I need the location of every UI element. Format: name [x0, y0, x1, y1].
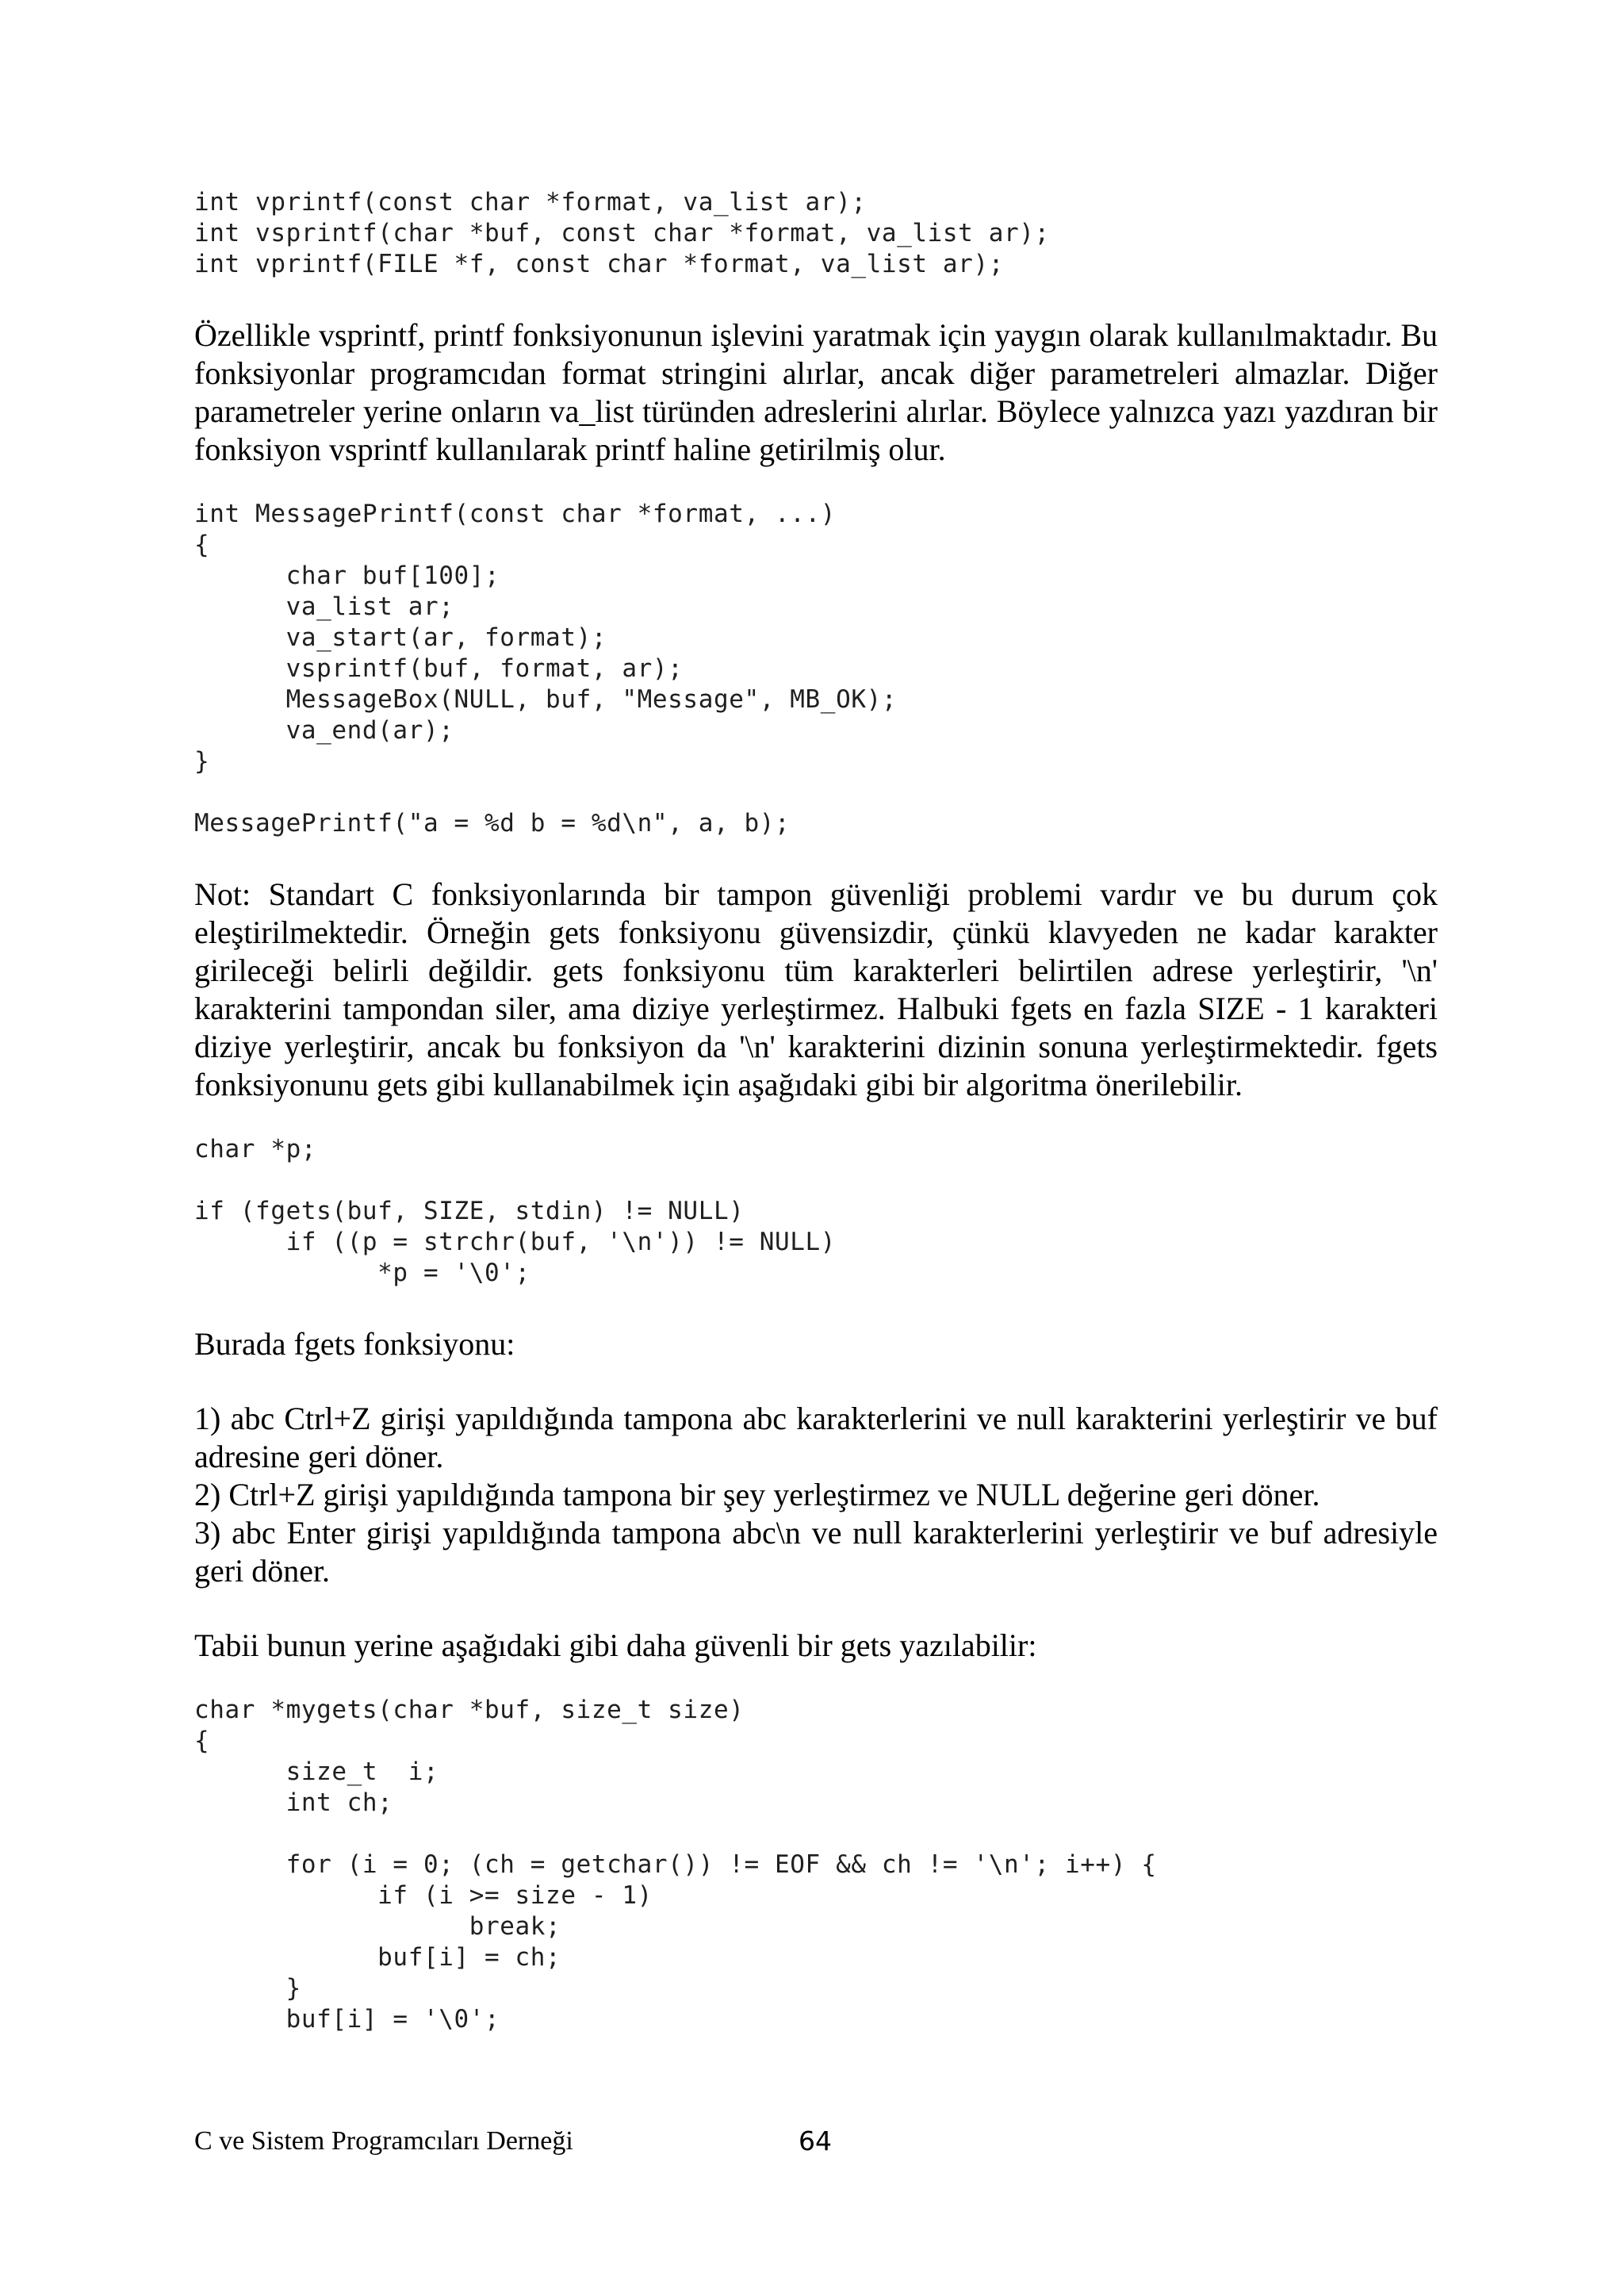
code-block-vprintf-prototypes: int vprintf(const char *format, va_list ar); int vsprintf(char *buf, const char *format, va_list ar); int vprintf(FILE *f, const char *format, va_list ar); — [194, 188, 1050, 278]
paragraph-gets-safety-note: Not: Standart C fonksiyonlarında bir tampon güvenliği problemi vardır ve bu durum çok eleştirilmektedir. Örneğin gets fonksiyonu güvensizdir, çünkü klavyeden ne kadar karakter girileceği belirli değildir. gets fonksiyonu tüm karakterleri belirtilen adrese yerleştirir, '\n' karakterini tampondan siler, ama diziye yerleştirmez. Halbuki fgets en fazla SIZE - 1 karakteri diziye yerleştirir, ancak bu fonksiyon da '\n' karakterini dizinin sonuna yerleştirmektedir. fgets fonksiyonunu gets gibi kullanabilmek için aşağıdaki gibi bir algoritma önerilebilir. — [194, 876, 1438, 1102]
code-block-fgets-newline: if (fgets(buf, SIZE, stdin) != NULL) if ((p = strchr(buf, '\n')) != NULL) *p = '\0'; — [194, 1197, 837, 1287]
list-item-fgets-case-1: 1) abc Ctrl+Z girişi yapıldığında tampona abc karakterlerini ve null karakterini yerleştirir ve buf adresine geri döner. — [194, 1401, 1438, 1474]
code-block-mygets: char *mygets(char *buf, size_t size) { size_t i; int ch; for (i = 0; (ch = getchar()) != EOF && ch != '\n'; i++) { if (i >= size - 1) break; buf[i] = ch; } buf[i] = '\0'; — [194, 1696, 1157, 2033]
list-item-fgets-case-2: 2) Ctrl+Z girişi yapıldığında tampona bir şey yerleştirmez ve NULL değerine geri döner. — [194, 1477, 1320, 1512]
code-block-messageprintf: int MessagePrintf(const char *format, ...) { char buf[100]; va_list ar; va_start(ar, format); vsprintf(buf, format, ar); MessageBox(NULL, buf, "Message", MB_OK); va_end(ar); } — [194, 500, 898, 776]
paragraph-fgets-intro: Burada fgets fonksiyonu: — [194, 1326, 515, 1362]
page-content — [194, 187, 1438, 2035]
code-block-char-pointer: char *p; — [194, 1135, 317, 1163]
paragraph-vsprintf-usage: Özellikle vsprintf, printf fonksiyonunun işlevini yaratmak için yaygın olarak kullanılmaktadır. Bu fonksiyonlar programcıdan format stringini alırlar, ancak diğer parametreleri almazlar. Diğer parametreler yerine onların va_list türünden adreslerini alırlar. Böylece yalnızca yazı yazdıran bir fonksiyon vsprintf kullanılarak printf haline getirilmiş olur. — [194, 317, 1438, 467]
list-item-fgets-case-3: 3) abc Enter girişi yapıldığında tampona abc\n ve null karakterlerini yerleştirir ve buf adresiyle geri döner. — [194, 1515, 1438, 1589]
footer-organization: C ve Sistem Programcıları Derneği — [194, 2126, 573, 2156]
page-footer — [194, 2124, 1438, 2164]
page-number: 64 — [799, 2125, 832, 2156]
code-block-messageprintf-call: MessagePrintf("a = %d b = %d\n", a, b); — [194, 809, 791, 838]
paragraph-safer-gets-intro: Tabii bunun yerine aşağıdaki gibi daha güvenli bir gets yazılabilir: — [194, 1627, 1037, 1663]
